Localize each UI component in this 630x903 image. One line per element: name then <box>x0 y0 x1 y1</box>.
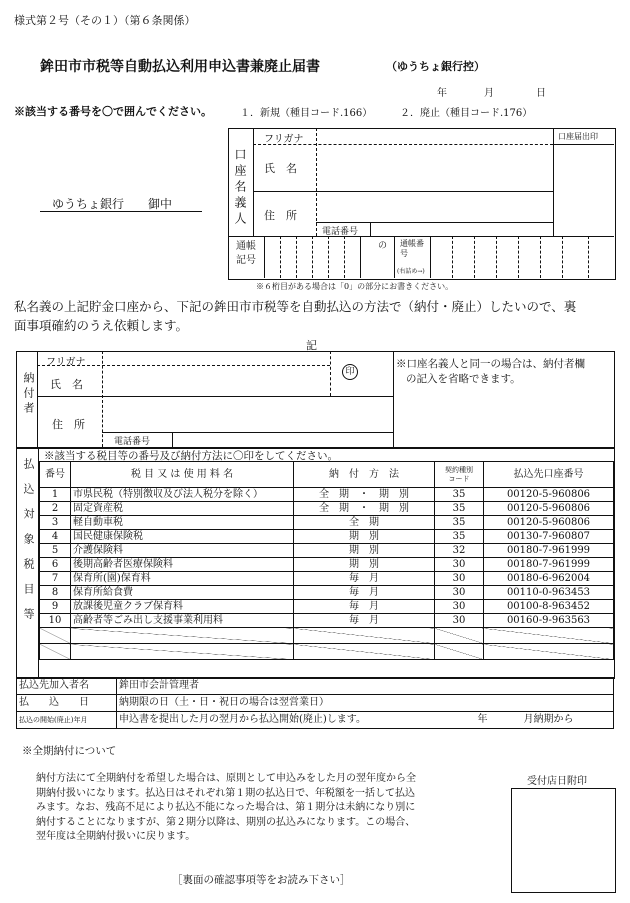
header-code-1: 契約種別 <box>445 465 473 474</box>
row-account: 00180-7-961999 <box>484 544 614 558</box>
payee-name-value: 鉾田市会計管理者 <box>117 678 614 695</box>
payer-phone-label: 電話番号 <box>114 437 151 447</box>
blank-cell <box>294 644 435 660</box>
header-no: 番号 <box>40 462 71 488</box>
divider <box>496 236 497 278</box>
divider <box>474 236 475 278</box>
row-account: 00180-7-961999 <box>484 558 614 572</box>
divider <box>253 191 553 192</box>
full-payment-line: みます。なお、残高不足により払込不能になった場合は、第１期分は未納になり別に <box>36 802 416 813</box>
full-payment-line: 納付方法にて全期納付を希望した場合は、原則として申込みをした月の翌年度から全 <box>36 773 416 784</box>
payer-address-label: 住 所 <box>52 418 85 431</box>
row-account: 00160-9-963563 <box>484 614 614 628</box>
divider <box>540 236 541 278</box>
payee-row <box>17 678 614 695</box>
blank-row <box>40 644 614 660</box>
row-method[interactable]: 毎 月 <box>294 586 435 600</box>
tax-row <box>40 586 614 600</box>
row-account: 00180-6-962004 <box>484 572 614 586</box>
divider <box>393 351 394 447</box>
row-code: 35 <box>435 516 484 530</box>
blank-cell <box>71 644 294 660</box>
holder-phone-label: 電話番号 <box>322 227 359 237</box>
seal-label: 口座届出印 <box>558 132 598 141</box>
row-method[interactable]: 期 別 <box>294 544 435 558</box>
row-item: 固定資産税 <box>71 502 294 516</box>
passbook-note: ※６桁目がある場合は「0」の部分にお書きください。 <box>256 282 454 291</box>
divider <box>562 236 563 278</box>
divider <box>312 236 313 278</box>
payer-name-label: 氏 名 <box>50 378 83 391</box>
right-align-note: (右詰め→) <box>397 268 425 275</box>
tax-side-label: 払込対象税目等 <box>22 458 35 633</box>
row-item: 保育所給食費 <box>71 586 294 600</box>
row-method[interactable]: 期 別 <box>294 530 435 544</box>
tax-row <box>40 572 614 586</box>
header-item: 税 目 又 は 使 用 料 名 <box>71 462 294 488</box>
row-no: 8 <box>40 586 71 600</box>
blank-cell <box>40 644 71 660</box>
start-value: 申込書を提出した月の翌月から払込開始(廃止)します。 <box>119 714 367 725</box>
date-month-label: 月 <box>484 88 494 99</box>
request-text-2: 面事項確約のうえ依頼します。 <box>14 318 189 333</box>
full-payment-line: 期納付扱いになります。払込日はそれぞれ第１期の払込日で、年税額を一括して払込 <box>36 787 415 799</box>
full-payment-line: 翌年度は全期納付扱いに戻ります。 <box>36 831 196 842</box>
blank-cell <box>484 628 614 644</box>
tax-row <box>40 502 614 516</box>
tax-row <box>40 544 614 558</box>
header-account: 払込先口座番号 <box>484 462 614 488</box>
divider <box>280 236 281 278</box>
row-account: 00110-0-963453 <box>484 586 614 600</box>
divider <box>452 236 453 278</box>
row-no: 2 <box>40 502 71 516</box>
divider <box>330 351 331 396</box>
divider <box>344 236 345 278</box>
bank-addressee: ゆうちょ銀行 御中 <box>52 197 173 211</box>
holder-address-label: 住 所 <box>264 209 297 222</box>
full-payment-title: ※全期納付について <box>22 745 117 757</box>
payer-furigana-label: フリガナ <box>46 357 86 368</box>
divider <box>360 236 361 278</box>
form-number: 様式第２号（その１）（第６条関係） <box>14 14 196 27</box>
option-new[interactable]: １．新規（種目コード.166） <box>240 108 373 119</box>
holder-furigana-label: フリガナ <box>264 134 304 145</box>
row-method[interactable]: 毎 月 <box>294 600 435 614</box>
row-code: 35 <box>435 488 484 502</box>
divider <box>394 236 395 278</box>
row-no: 7 <box>40 572 71 586</box>
row-method[interactable]: 毎 月 <box>294 572 435 586</box>
payee-name-label: 払込先加入者名 <box>17 678 117 695</box>
row-no: 10 <box>40 614 71 628</box>
row-account: 00120-5-960806 <box>484 488 614 502</box>
row-no: 4 <box>40 530 71 544</box>
row-code: 30 <box>435 614 484 628</box>
seal-icon: 印 <box>342 364 358 380</box>
row-method[interactable]: 期 別 <box>294 558 435 572</box>
payment-day-label: 払 込 日 <box>17 695 117 712</box>
row-code: 30 <box>435 558 484 572</box>
payer-side-label: 納付者 <box>22 372 35 417</box>
divider <box>264 236 265 278</box>
page-subtitle: （ゆうちょ銀行控） <box>386 60 485 73</box>
row-account: 00120-5-960806 <box>484 516 614 530</box>
payer-seal <box>342 364 358 380</box>
footer-note: ［裏面の確認事項等をお読み下さい］ <box>172 874 351 886</box>
payment-day-row <box>17 695 614 712</box>
tax-table <box>39 461 614 660</box>
divider <box>518 236 519 278</box>
row-account: 00120-5-960806 <box>484 502 614 516</box>
tax-row <box>40 558 614 572</box>
row-no: 5 <box>40 544 71 558</box>
tax-row <box>40 530 614 544</box>
divider <box>37 396 393 397</box>
receipt-stamp-box <box>511 788 616 893</box>
tax-instruction: ※該当する税目等の番号及び納付方法に〇印をしてください。 <box>44 450 338 462</box>
divider <box>172 432 173 447</box>
date-day-label: 日 <box>536 88 546 99</box>
start-label: 払込の開始(廃止)年月 <box>17 712 117 729</box>
payer-note-1: ※口座名義人と同一の場合は、納付者欄 <box>396 358 585 370</box>
start-month: 月納期から <box>523 714 574 725</box>
start-year: 年 <box>477 714 488 725</box>
tax-row <box>40 600 614 614</box>
passbook-number-label: 通帳番号 <box>400 239 424 258</box>
row-no: 6 <box>40 558 71 572</box>
divider <box>430 236 431 278</box>
start-row <box>17 712 614 729</box>
page-title: 鉾田市市税等自動払込利用申込書兼廃止届書 <box>40 59 320 75</box>
blank-cell <box>294 628 435 644</box>
tax-row <box>40 516 614 530</box>
ki-label: 記 <box>306 339 317 352</box>
tax-row <box>40 488 614 502</box>
divider <box>370 222 371 236</box>
divider <box>588 236 589 278</box>
divider <box>102 432 393 433</box>
row-method[interactable]: 全 期 ・ 期 別 <box>294 488 435 502</box>
divider <box>553 144 614 145</box>
divider <box>228 236 614 237</box>
passbook-symbol-label: 通帳記号 <box>236 241 256 266</box>
receipt-label: 受付店日附印 <box>527 776 587 787</box>
row-code: 30 <box>435 572 484 586</box>
row-item: 後期高齢者医療保険料 <box>71 558 294 572</box>
full-payment-line: 納付することになりますが、第２期分以降は、期別の払込みになります。この場合、 <box>36 816 416 828</box>
tax-row <box>40 614 614 628</box>
blank-cell <box>435 628 484 644</box>
blank-cell <box>40 628 71 644</box>
row-item: 保育所(園)保育料 <box>71 572 294 586</box>
row-item: 国民健康保険税 <box>71 530 294 544</box>
row-method[interactable]: 毎 月 <box>294 614 435 628</box>
row-code: 32 <box>435 544 484 558</box>
row-item: 市県民税（特別徴収及び法人税分を除く） <box>71 488 294 502</box>
blank-cell <box>71 628 294 644</box>
row-code: 35 <box>435 530 484 544</box>
request-text-1: 私名義の上記貯金口座から、下記の鉾田市市税等を自動払込の方法で（納付・廃止）したいので、裏 <box>14 299 577 314</box>
row-item: 放課後児童クラブ保育料 <box>71 600 294 614</box>
tax-header-row <box>40 462 614 488</box>
selection-instruction: ※該当する番号を〇で囲んでください。 <box>14 105 212 118</box>
row-method[interactable]: 全 期 <box>294 516 435 530</box>
date-year-label: 年 <box>437 88 447 99</box>
payer-note-2: の記入を省略できます。 <box>406 373 521 385</box>
holder-name-label: 氏 名 <box>264 162 297 175</box>
row-code: 35 <box>435 502 484 516</box>
row-item: 介護保険料 <box>71 544 294 558</box>
divider <box>296 236 297 278</box>
row-code: 30 <box>435 586 484 600</box>
row-item: 軽自動車税 <box>71 516 294 530</box>
header-code-2: コード <box>448 474 470 483</box>
row-no: 1 <box>40 488 71 502</box>
header-code <box>435 462 484 488</box>
payment-info-table <box>16 677 614 729</box>
blank-cell <box>435 644 484 660</box>
blank-cell <box>484 644 614 660</box>
divider <box>328 236 329 278</box>
row-code: 30 <box>435 600 484 614</box>
header-method: 納 付 方 法 <box>294 462 435 488</box>
row-no: 3 <box>40 516 71 530</box>
account-holder-side-label: 口座名義人 <box>233 148 247 228</box>
row-account: 00130-7-960807 <box>484 530 614 544</box>
row-no: 9 <box>40 600 71 614</box>
row-item: 高齢者等ごみ出し支援事業利用料 <box>71 614 294 628</box>
full-payment-paragraph <box>36 772 416 845</box>
start-value-cell <box>117 712 614 729</box>
row-method[interactable]: 全 期 ・ 期 別 <box>294 502 435 516</box>
option-cancel[interactable]: ２．廃止（種目コード.176） <box>400 108 533 119</box>
payment-day-value: 納期限の日（土・日・祝日の場合は翌営業日） <box>117 695 614 712</box>
addressee-underline <box>40 211 202 212</box>
blank-row <box>40 628 614 644</box>
divider <box>316 222 553 223</box>
row-account: 00100-8-963452 <box>484 600 614 614</box>
no-char: の <box>378 241 388 251</box>
